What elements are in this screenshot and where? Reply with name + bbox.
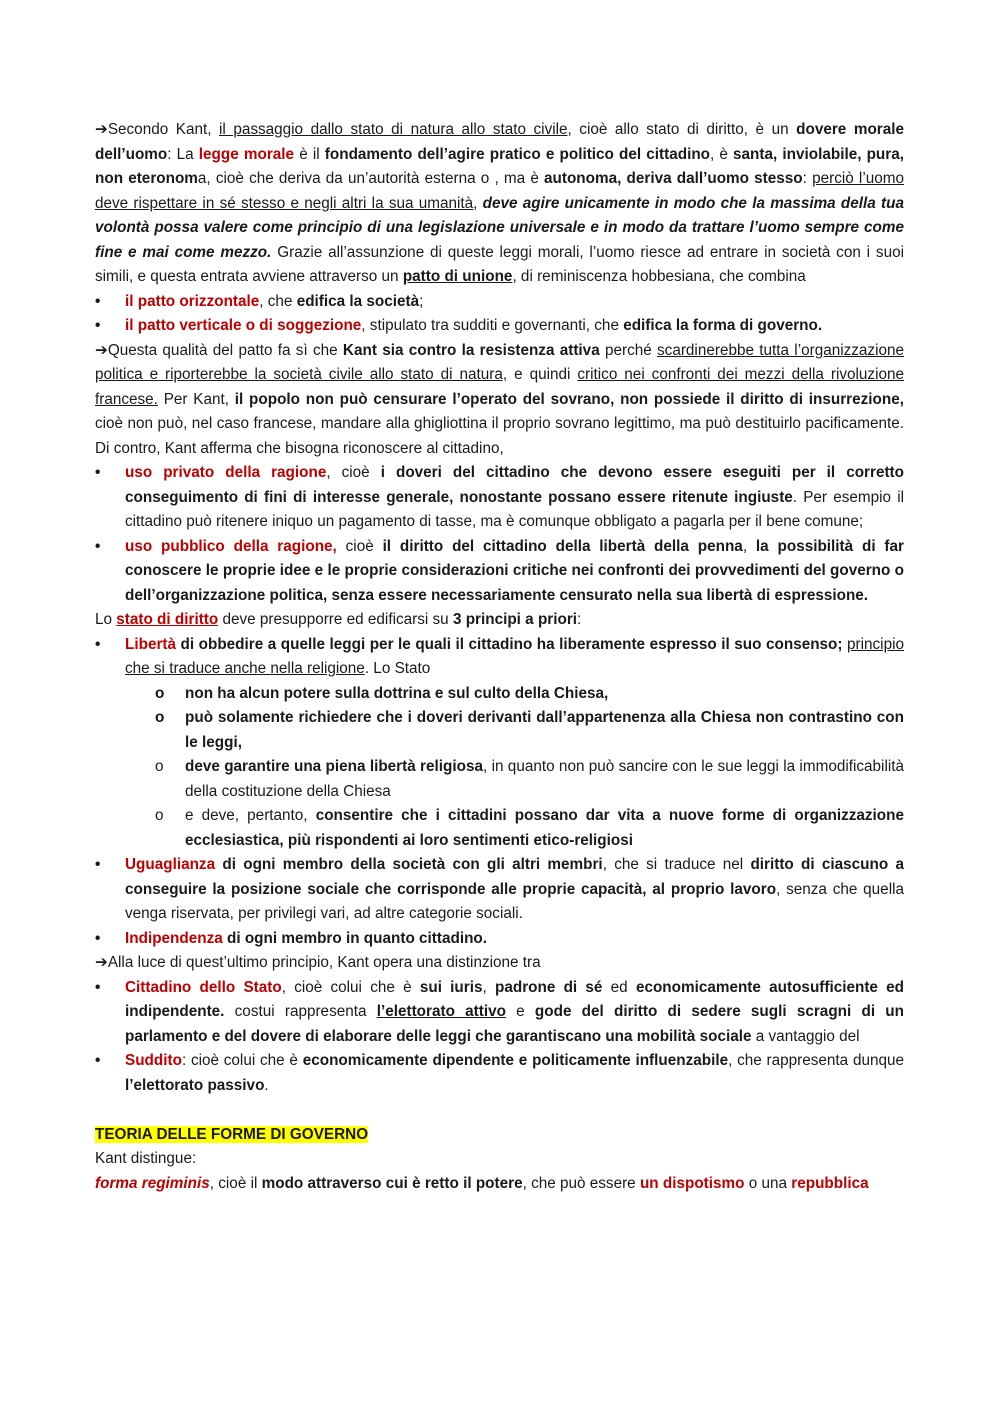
sub-list-item: o deve garantire una piena libertà religiosa, in quanto non può sancire con le sue leggi la immodificabilità della costituzione della Chiesa xyxy=(155,755,904,804)
sub-list-item: o e deve, pertanto, consentire che i cittadini possano dar vita a nuove forme di organizzazione ecclesiastica, più rispondenti ai loro sentimenti etico-religiosi xyxy=(155,804,904,853)
list-item: • il patto orizzontale, che edifica la società; xyxy=(95,290,904,315)
uso-ragione-list xyxy=(95,461,904,608)
spacer xyxy=(95,1098,904,1123)
sub-list-item: o non ha alcun potere sulla dottrina e sul culto della Chiesa, xyxy=(155,682,904,707)
principle-indipendenza: • Indipendenza di ogni membro in quanto cittadino. xyxy=(95,927,904,952)
paragraph-stato-diritto: Lo stato di diritto deve presupporre ed edificarsi su 3 principi a priori: xyxy=(95,611,582,628)
arrow-icon: ➔ xyxy=(95,121,108,138)
sub-list-item: o può solamente richiedere che i doveri derivanti dall’appartenenza alla Chiesa non contrastino con le leggi, xyxy=(155,706,904,755)
principle-uguaglianza: • Uguaglianza di ogni membro della società con gli altri membri, che si traduce nel diritto di ciascuno a conseguire la posizione sociale che corrisponde alle proprie capacità, al proprio lavoro, senza che quella venga riservata, per privilegi vari, ad altre categorie sociali. xyxy=(95,853,904,927)
section-heading: TEORIA DELLE FORME DI GOVERNO xyxy=(95,1125,369,1143)
paragraph-kant-distingue: Kant distingue: xyxy=(95,1150,197,1167)
paragraph-patto-unione: ➔Secondo Kant, il passaggio dallo stato di natura allo stato civile, cioè allo stato di diritto, è un dovere morale dell’uomo: La legge morale è il fondamento dell’agire pratico e politico del cittadino, è santa, inviolabile, pura, non eteronoma, cioè che deriva da un’autorità esterna o , ma è autonoma, deriva dall’uomo stesso: perciò l’uomo deve rispettare in sé stesso e negli altri la sua umanità, deve agire unicamente in modo che la massima della tua volontà possa valere come principio di una legislazione universale e in modo da trattare l’uomo sempre come fine e mai come mezzo. Grazie all’assunzione di queste leggi morali, l’uomo riesce ad entrare in società con i suoi simili, e questa entrata avviene attraverso un patto di unione, di reminiscenza hobbesiana, che combina xyxy=(95,121,905,285)
principle-liberta: • Libertà di obbedire a quelle leggi per le quali il cittadino ha liberamente espresso il suo consenso; principio che si traduce anche nella religione. Lo Stato o non ha alcun potere sulla dottrina e sul culto della Chiesa, o può solamente richiedere che i doveri derivanti dall’appartenenza alla Chiesa non contrastino con le leggi, o deve garantire una piena libertà religiosa, in quanto non può sancire con le sue leggi la immodificabilità della costituzione della Chiesa o e deve, pertanto, consentire che i cittadini possano dar vita a nuove forme di organizzazione ecclesiastica, più rispondenti ai loro sentimenti etico-religiosi xyxy=(95,633,904,854)
paragraph-forma-regiminis: forma regiminis, cioè il modo attraverso cui è retto il potere, che può essere un dispotismo o una repubblica xyxy=(95,1174,869,1192)
arrow-icon: ➔ xyxy=(95,954,108,971)
arrow-icon: ➔ xyxy=(95,341,108,359)
principles-list xyxy=(95,633,904,952)
list-item: • uso privato della ragione, cioè i doveri del cittadino che devono essere eseguiti per il corretto conseguimento di fini di interesse generale, nonostante possano essere ritenute ingiuste. Per esempio il cittadino può ritenere iniquo un pagamento di tasse, ma è comunque obbligato a pagarla per il bene comune; xyxy=(95,461,904,535)
list-item: • il patto verticale o di soggezione, stipulato tra sudditi e governanti, che edifica la forma di governo. xyxy=(95,314,904,339)
patto-list xyxy=(95,290,904,339)
paragraph-distinzione: ➔Alla luce di quest’ultimo principio, Kant opera una distinzione tra xyxy=(95,954,541,971)
list-item-cittadino: • Cittadino dello Stato, cioè colui che è sui iuris, padrone di sé ed economicamente autosufficiente ed indipendente. costui rappresenta l’elettorato attivo e gode del diritto di sedere sugli scragni di un parlamento e del dovere di elaborare delle leggi che garantiscano una mobilità sociale a vantaggio del xyxy=(95,976,904,1050)
cittadino-suddito-list xyxy=(95,976,904,1099)
liberta-sublist xyxy=(155,682,904,854)
paragraph-resistenza: ➔Questa qualità del patto fa sì che Kant sia contro la resistenza attiva perché scardinerebbe tutta l’organizzazione politica e riporterebbe la società civile allo stato di natura, e quindi critico nei confronti dei mezzi della rivoluzione francese. Per Kant, il popolo non può censurare l’operato del sovrano, non possiede il diritto di insurrezione, cioè non può, nel caso francese, mandare alla ghigliottina il proprio sovrano legittimo, ma può destituirlo pacificamente. Di contro, Kant afferma che bisogna riconoscere al cittadino, xyxy=(95,341,904,457)
list-item-suddito: • Suddito: cioè colui che è economicamente dipendente e politicamente influenzabile, che rappresenta dunque l’elettorato passivo. xyxy=(95,1049,904,1098)
list-item: • uso pubblico della ragione, cioè il diritto del cittadino della libertà della penna, la possibilità di far conoscere le proprie idee e le proprie considerazioni critiche nei confronti dei provvedimenti del governo o dell’organizzazione politica, senza essere necessariamente censurato nella sua libertà di espressione. xyxy=(95,535,904,609)
